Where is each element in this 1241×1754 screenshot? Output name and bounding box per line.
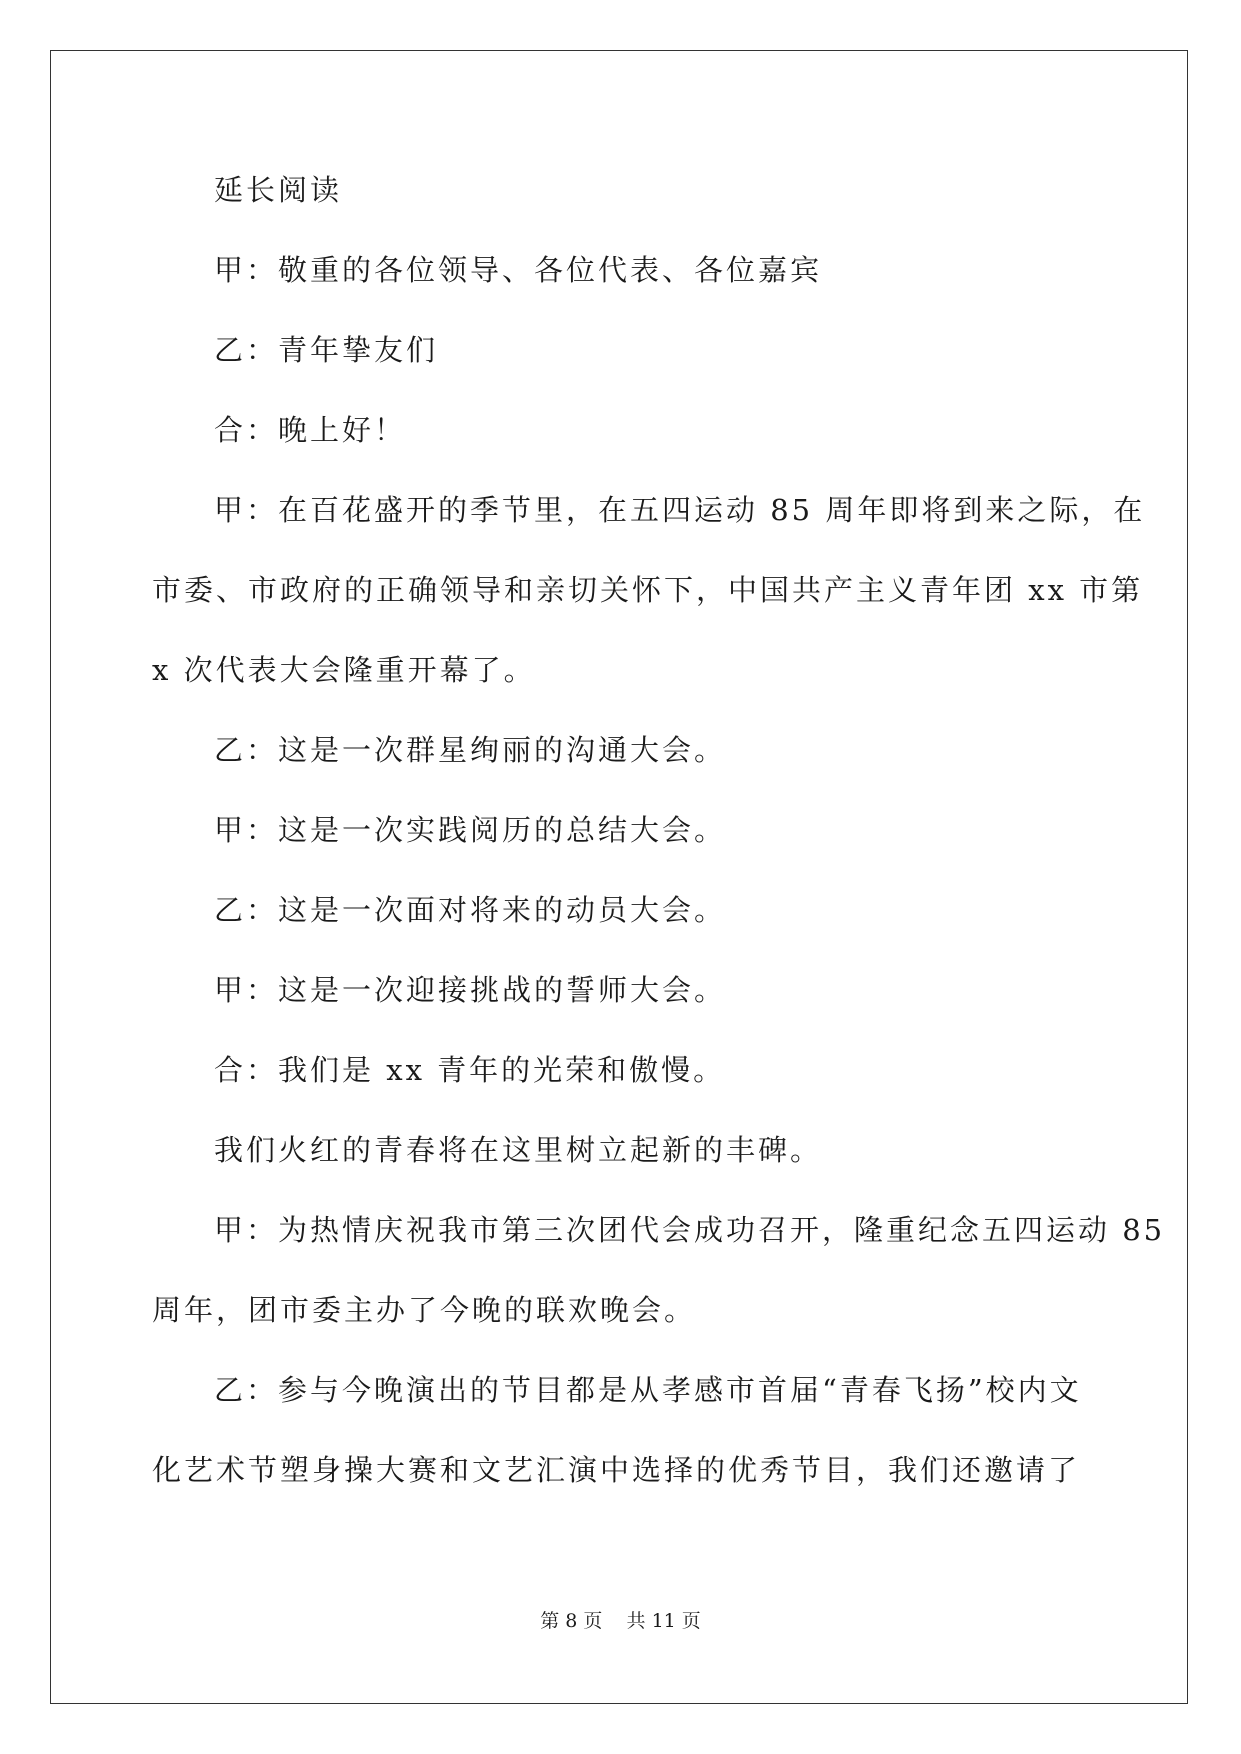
paragraph-line: 甲：在百花盛开的季节里，在五四运动 85 周年即将到来之际，在 [214,493,1146,527]
paragraph-line: 我们火红的青春将在这里树立起新的丰碑。 [214,1133,823,1167]
paragraph-line: 合：晚上好！ [214,413,407,447]
paragraph-line: 合：我们是 xx 青年的光荣和傲慢。 [214,1053,726,1087]
paragraph-line: 甲：这是一次迎接挑战的誓师大会。 [214,973,727,1007]
paragraph-line: x 次代表大会隆重开幕了。 [152,653,536,687]
heading-extended-reading: 延长阅读 [214,173,343,207]
page-number-footer: 第 8 页 共 11 页 [540,1610,701,1632]
paragraph-line: 乙：这是一次面对将来的动员大会。 [214,893,727,927]
paragraph-line: 甲：为热情庆祝我市第三次团代会成功召开，隆重纪念五四运动 85 [214,1213,1166,1247]
paragraph-line: 甲：这是一次实践阅历的总结大会。 [214,813,727,847]
paragraph-line: 乙：参与今晚演出的节目都是从孝感市首届“青春飞扬”校内文 [214,1373,1082,1407]
paragraph-line: 乙：青年挚友们 [214,333,439,367]
paragraph-line: 乙：这是一次群星绚丽的沟通大会。 [214,733,727,767]
paragraph-line: 化艺术节塑身操大赛和文艺汇演中选择的优秀节目，我们还邀请了 [152,1453,1081,1487]
paragraph-line: 甲：敬重的各位领导、各位代表、各位嘉宾 [214,253,823,287]
paragraph-line: 市委、市政府的正确领导和亲切关怀下，中国共产主义青年团 xx 市第 [152,573,1144,607]
paragraph-line: 周年，团市委主办了今晚的联欢晚会。 [152,1293,697,1327]
